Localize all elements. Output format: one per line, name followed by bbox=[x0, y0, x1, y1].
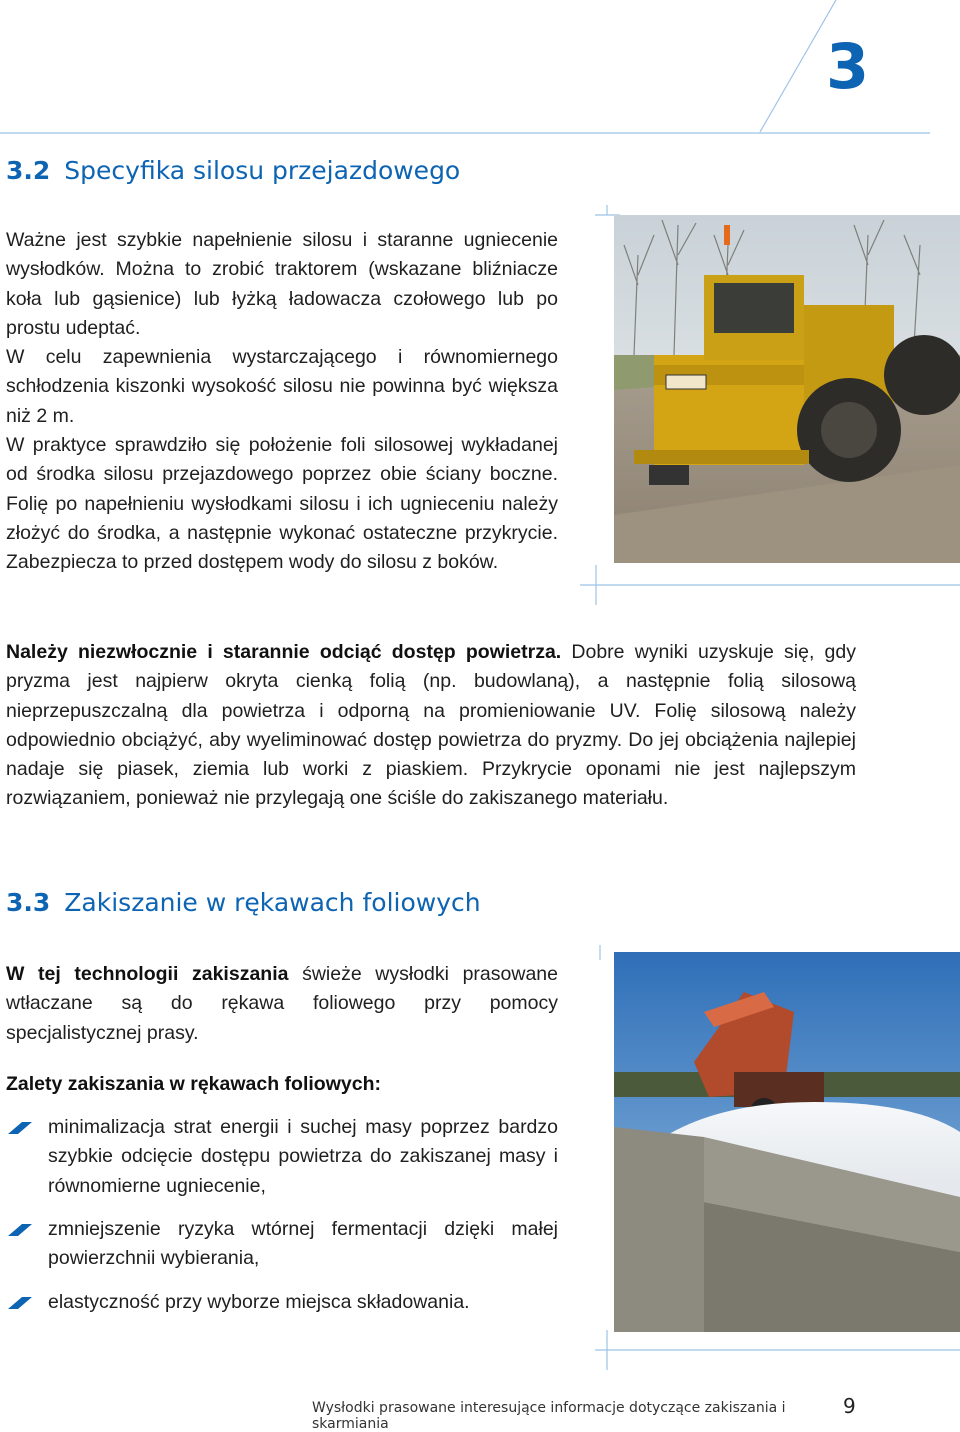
bullet-icon bbox=[8, 1122, 32, 1134]
section-heading-3-3 bbox=[6, 888, 481, 917]
list-item bbox=[6, 1288, 558, 1317]
emphasis-lead: Należy niezwłocznie i starannie odciąć dostęp powietrza. bbox=[6, 641, 562, 663]
footer-text: Wysłodki prasowane interesujące informacje dotyczące zakiszania i skarmiania bbox=[312, 1400, 786, 1432]
section-number: 3.2 bbox=[6, 156, 51, 185]
chapter-number: 3 bbox=[826, 30, 868, 103]
section-3-3-body bbox=[6, 960, 558, 1331]
tractor-photo bbox=[614, 215, 960, 563]
silage-bag-photo bbox=[614, 952, 960, 1332]
section-3-2-body bbox=[6, 226, 558, 578]
section-heading-3-2 bbox=[6, 156, 460, 185]
bullet-icon bbox=[8, 1224, 32, 1236]
intro-text: świeże wysłodki prasowane wtłaczane są do rękawa foliowego przy pomocy specjalistycznej prasy. bbox=[6, 963, 558, 1044]
paragraph: Ważne jest szybkie napełnienie silosu i staranne ugniecenie wysłodków. Można to zrobić traktorem (wskazane bliźniacze koła lub gąsienice) lub łyżką ładowacza czołowego lub po prostu udeptać. bbox=[6, 229, 558, 339]
air-cutoff-paragraph bbox=[6, 638, 856, 814]
intro-lead: W tej technologii zakiszania bbox=[6, 963, 289, 985]
bullet-icon bbox=[8, 1297, 32, 1309]
list-item bbox=[6, 1113, 558, 1201]
list-item bbox=[6, 1215, 558, 1274]
page-number: 9 bbox=[843, 1394, 856, 1418]
paragraph: W celu zapewnienia wystarczającego i równomiernego schłodzenia kiszonki wysokość silosu nie powinna być większa niż 2 m. bbox=[6, 346, 558, 427]
section-title: Specyfika silosu przejazdowego bbox=[64, 156, 461, 185]
list-item-text: elastyczność przy wyborze miejsca składowania. bbox=[48, 1290, 470, 1313]
paragraph: W praktyce sprawdziło się położenie foli silosowej wykładanej od środka silosu przejazdowego poprzez obie ściany boczne. Folię po napełnieniu wysłodkami silosu i ich ugnieceniu należy złożyć do środka, a następnie wykonać ostateczne przykrycie. Zabezpiecza to przed dostępem wody do silosu z boków. bbox=[6, 434, 558, 574]
section-title: Zakiszanie w rękawach foliowych bbox=[64, 888, 481, 917]
advantages-heading: Zalety zakiszania w rękawach foliowych: bbox=[6, 1072, 381, 1095]
list-item-text: minimalizacja strat energii i suchej masy poprzez bardzo szybkie odcięcie dostępu powietrza do zakiszanej masy i równomierne ugniecenie, bbox=[48, 1116, 558, 1197]
list-item-text: zmniejszenie ryzyka wtórnej fermentacji dzięki małej powierzchnii wybierania, bbox=[48, 1218, 558, 1270]
section-number: 3.3 bbox=[6, 888, 51, 917]
paragraph: Dobre wyniki uzyskuje się, gdy pryzma jest najpierw okryta cienką folią (np. budowlaną), a następnie folią silosową nieprzepuszczalną dla powietrza i odporną na promieniowanie UV. Folię silosową należy odpowiednio obciążyć, aby wyeliminować dostęp powietrza do pryzmy. Do jej obciążenia najlepiej nadaje się piasek, ziemia lub worki z piaskiem. Przykrycie oponami nie jest najlepszym rozwiązaniem, ponieważ nie przylegają one ściśle do zakiszanego materiału. bbox=[6, 641, 856, 810]
advantages-list bbox=[6, 1113, 558, 1317]
